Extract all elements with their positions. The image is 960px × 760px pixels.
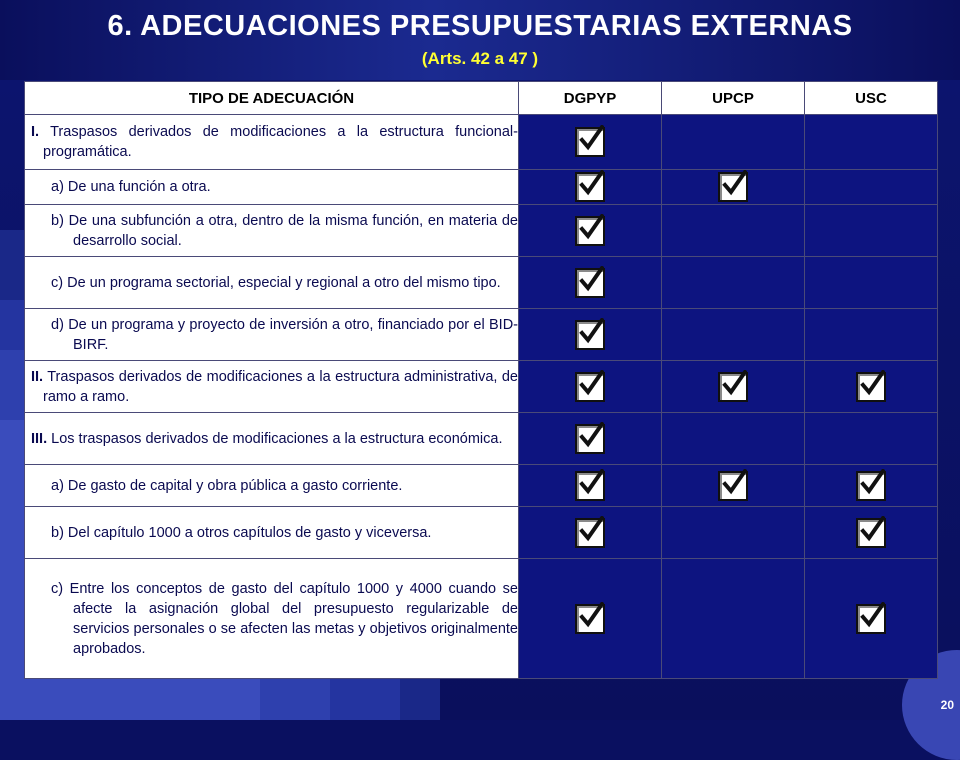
table-row (25, 361, 938, 413)
cell-upcp (662, 413, 805, 465)
cell-dgpyp (519, 205, 662, 257)
row-numeral: II. (31, 368, 44, 385)
table-row (25, 309, 938, 361)
row-label: c) Entre los conceptos de gasto del capítulo 1000 y 4000 cuando se afecte la asignación global del presupuesto regularizable de servicios personales o se afecten las metas y objetivos originalmente aprobados. (51, 580, 518, 657)
checkbox-checked-icon (856, 471, 886, 501)
page-number: 20 (940, 698, 954, 712)
cell-usc (805, 170, 938, 205)
row-label: a) De una función a otra. (51, 179, 211, 195)
checkbox-checked-icon (575, 372, 605, 402)
cell-usc (805, 115, 938, 170)
cell-usc (805, 559, 938, 679)
checkbox-checked-icon (718, 372, 748, 402)
checkbox-checked-icon (575, 172, 605, 202)
row-label: c) De un programa sectorial, especial y regional a otro del mismo tipo. (51, 274, 501, 291)
row-numeral: III. (31, 430, 48, 447)
cell-upcp (662, 309, 805, 361)
checkbox-checked-icon (575, 424, 605, 454)
cell-upcp (662, 205, 805, 257)
cell-upcp (662, 559, 805, 679)
table-body (25, 115, 938, 679)
cell-usc (805, 507, 938, 559)
column-header-tipo: TIPO DE ADECUACIÓN (25, 82, 519, 115)
row-label: Los traspasos derivados de modificaciones a la estructura económica. (47, 430, 503, 447)
row-description-text (51, 579, 518, 659)
row-description (25, 465, 519, 507)
row-description (25, 170, 519, 205)
cell-upcp (662, 170, 805, 205)
checkbox-checked-icon (575, 127, 605, 157)
row-description-text (51, 315, 518, 355)
column-header-upcp: UPCP (662, 82, 805, 115)
table-row (25, 257, 938, 309)
row-description-text (51, 476, 518, 496)
column-header-usc: USC (805, 82, 938, 115)
row-description (25, 507, 519, 559)
checkbox-checked-icon (856, 604, 886, 634)
cell-dgpyp (519, 115, 662, 170)
row-description-text (51, 273, 518, 293)
cell-usc (805, 361, 938, 413)
table-row (25, 170, 938, 205)
column-header-dgpyp: DGPYP (519, 82, 662, 115)
cell-dgpyp (519, 413, 662, 465)
cell-upcp (662, 115, 805, 170)
row-description-text (51, 211, 518, 251)
page-subtitle: (Arts. 42 a 47 ) (421, 49, 539, 68)
cell-usc (805, 413, 938, 465)
checkbox-checked-icon (575, 471, 605, 501)
cell-upcp (662, 465, 805, 507)
row-description (25, 559, 519, 679)
cell-dgpyp (519, 170, 662, 205)
row-description-text (51, 523, 518, 543)
cell-upcp (662, 361, 805, 413)
cell-dgpyp (519, 507, 662, 559)
row-description (25, 361, 519, 413)
checkbox-checked-icon (718, 172, 748, 202)
table-row (25, 115, 938, 170)
row-description (25, 115, 519, 170)
checkbox-checked-icon (856, 518, 886, 548)
row-label: Traspasos derivados de modificaciones a la estructura administrativa, de ramo a ramo. (43, 368, 518, 405)
cell-dgpyp (519, 309, 662, 361)
row-label: a) De gasto de capital y obra pública a gasto corriente. (51, 477, 403, 494)
cell-upcp (662, 507, 805, 559)
checkbox-checked-icon (856, 372, 886, 402)
table-row (25, 413, 938, 465)
checkbox-checked-icon (575, 320, 605, 350)
cell-dgpyp (519, 257, 662, 309)
row-description (25, 413, 519, 465)
table-row (25, 205, 938, 257)
row-description (25, 205, 519, 257)
row-label: b) Del capítulo 1000 a otros capítulos de gasto y viceversa. (51, 524, 432, 541)
row-label: b) De una subfunción a otra, dentro de la misma función, en materia de desarrollo social. (51, 212, 518, 249)
cell-usc (805, 205, 938, 257)
row-description-text (25, 429, 518, 449)
checkbox-checked-icon (575, 518, 605, 548)
row-numeral: I. (31, 124, 40, 140)
checkbox-checked-icon (575, 268, 605, 298)
page-title: 6. ADECUACIONES PRESUPUESTARIAS EXTERNAS (107, 10, 853, 42)
row-label: Traspasos derivados de modificaciones a la estructura funcional-programática. (39, 124, 518, 160)
cell-dgpyp (519, 559, 662, 679)
cell-usc (805, 465, 938, 507)
adjustments-table (24, 81, 938, 679)
table-row (25, 465, 938, 507)
row-description-text (25, 122, 518, 162)
checkbox-checked-icon (575, 604, 605, 634)
cell-usc (805, 257, 938, 309)
row-description-text (25, 367, 518, 407)
row-label: d) De un programa y proyecto de inversión a otro, financiado por el BID-BIRF. (51, 316, 518, 353)
cell-dgpyp (519, 361, 662, 413)
row-description (25, 257, 519, 309)
checkbox-checked-icon (575, 216, 605, 246)
table-row (25, 507, 938, 559)
row-description-text (51, 177, 518, 197)
checkbox-checked-icon (718, 471, 748, 501)
cell-dgpyp (519, 465, 662, 507)
row-description (25, 309, 519, 361)
cell-usc (805, 309, 938, 361)
table-row (25, 559, 938, 679)
cell-upcp (662, 257, 805, 309)
table-header-row (25, 82, 938, 115)
